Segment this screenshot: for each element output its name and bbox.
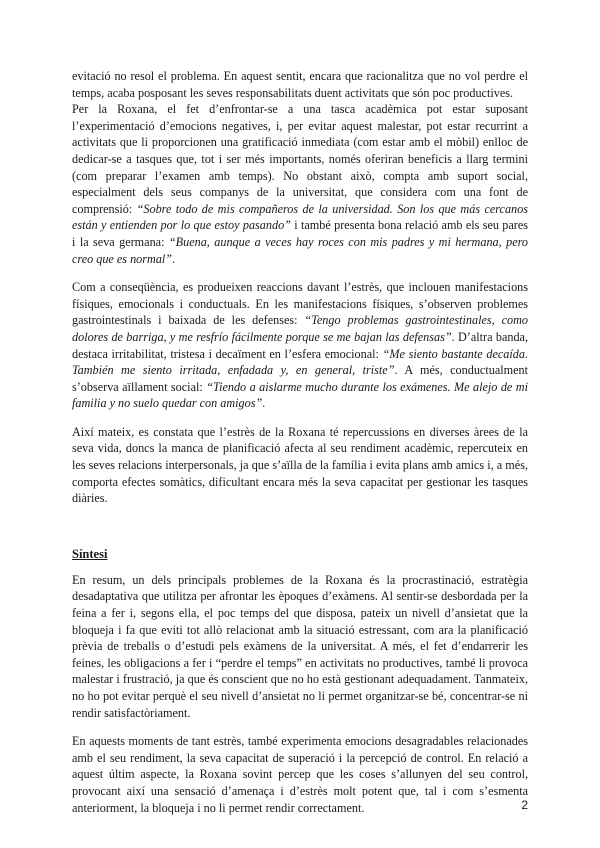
text: Per la Roxana, el fet d’enfrontar-se a una tasca acadèmica pot estar suposant l’experimentació d’emocions negatives, i, per evitar aquest malestar, pot estar recurrint a activitats que li proporcionen una gratificació inmediata (com estar amb el mòbil) enlloc de dedicar-se a tasques que, tot i ser més importants, només oferiran beneficis a llarg termini (com preparar l’examen amb temps). No obstant això, compta amb suport social, especialment dels seus companys de la universitat, que considera com una font de comprensió: (72, 102, 528, 216)
quote: “Sobre todo de mis compañeros de la universidad. Son los que más cercanos están y entienden por lo que estoy pasando” (72, 201, 528, 233)
section-heading: Síntesi (72, 546, 108, 561)
document-page (72, 68, 528, 816)
text: . (262, 396, 266, 411)
quote: “Tengo problemas gastrointestinales, como dolores de barriga, y me resfrío fácilmente porque se me bajan las defensas” (72, 313, 528, 344)
quote: “Me siento bastante decaída. También me siento irritada, enfadada y, en general, triste” (72, 346, 528, 378)
text: . D’altra banda, destaca irritabilitat, tristesa i decaïment en l’esfera emocional: (72, 329, 528, 361)
paragraph-1: evitació no resol el problema. En aquest sentit, encara que racionalitza que no vol perdre el temps, acaba posposant les seves responsabilitats duent activitats que són poc productives. (72, 69, 528, 100)
text: i també presenta bona relació amb els seu pares i la seva germana: (72, 218, 528, 249)
text: . (172, 251, 176, 266)
quote: “Tiendo a aislarme mucho durante los exámenes. Me alejo de mi familia y no suelo quedar con amigos” (72, 379, 528, 411)
text: Com a conseqüència, es produeixen reaccions davant l’estrès, que inclouen manifestacions físiques, emocionals i conductuals. En les manifestacions físiques, s’observen problemes gastrointestinals i baixada de les defenses: (72, 280, 528, 328)
text: . A més, conductualment s’observa aïllament social: (72, 363, 528, 394)
paragraph-2 (72, 101, 528, 267)
paragraph-5: En resum, un dels principals problemes de la Roxana és la procrastinació, estratègia desadaptativa que utilitza per afrontar les èpoques d’exàmens. Al sentir-se desbordada per la feina a fer i, segons ella, el poc temps del que disposa, pateix un nivell d’ansietat que la bloqueja i fa que eviti tot allò relacionat amb la situació estressant, com ara la planificació prèvia de treballs o d’estudi pels exàmens de la universitat. A més, el fet d’endarrerir les feines, les obligacions a fer i “perdre el temps” en activitats no productives, també li provoca malestar i frustració, ja que és conscient que no ho està gestionant adequadament. Tanmateix, no ho pot evitar perquè el seu nivell d’ansietat no li permet organitzar-se bé, concentrar-se ni rendir satisfactòriament. (72, 572, 528, 720)
paragraph-4: Així mateix, es constata que l’estrès de la Roxana té repercussions en diverses àrees de la seva vida, doncs la manca de planificació afecta al seu rendiment acadèmic, repercuteix en les seves relacions interpersonals, ja que s’aïlla de la família i evita plans amb amics i, a més, comporta efectes somàtics, dificultant encara més la seva capacitat per gestionar les tasques diàries. (72, 424, 528, 506)
page-number: 2 (521, 798, 528, 812)
quote: “Buena, aunque a veces hay roces con mis padres y mi hermana, pero creo que es normal” (72, 234, 528, 266)
paragraph-3 (72, 279, 528, 412)
paragraph-6: En aquests moments de tant estrès, també experimenta emocions desagradables relacionades amb el seu rendiment, la seva capacitat de superació i la percepció de control. En relació a aquest últim aspecte, la Roxana sovint percep que les coses s’allunyen del seu control, provocant així una sensació d’amenaça i d’estrès molt potent que, tal i com s’esmenta anteriorment, la bloqueja i no li permet rendir correctament. (72, 734, 528, 815)
